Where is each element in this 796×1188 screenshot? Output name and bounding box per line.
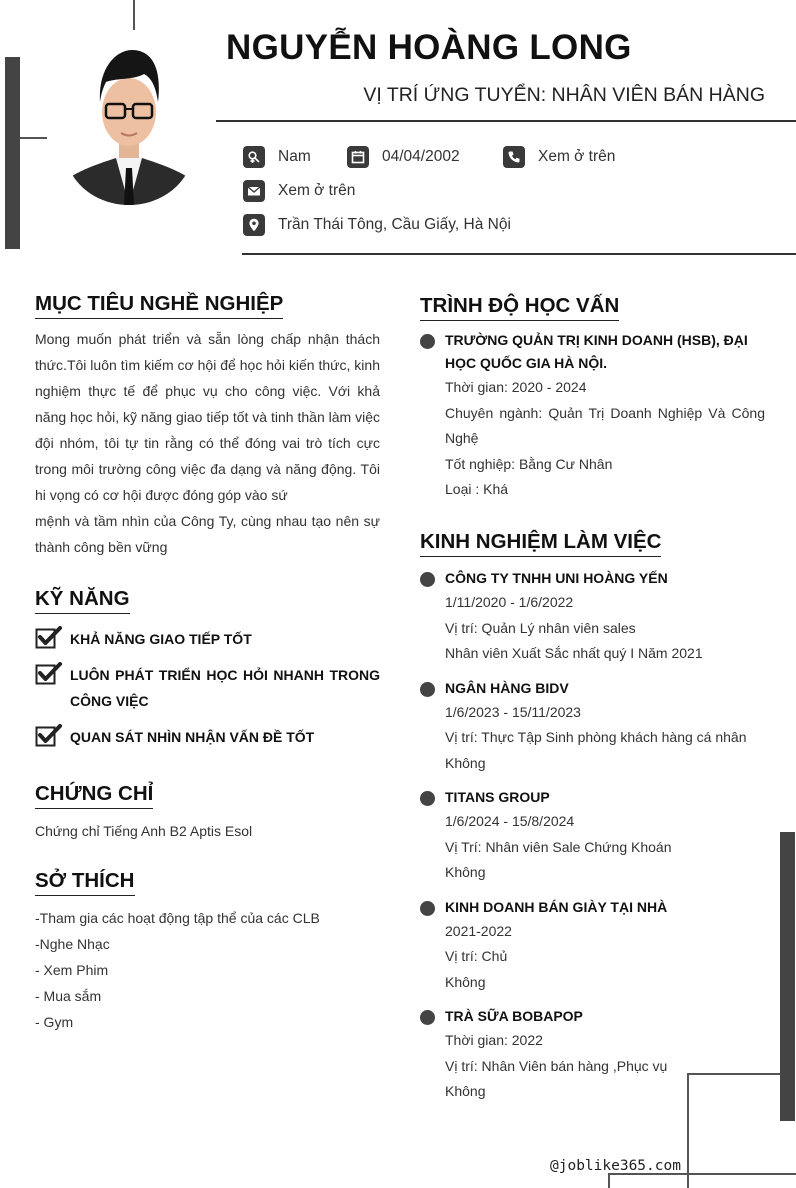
experience-role: Vị Trí: Nhân viên Sale Chứng Khoán <box>445 838 672 855</box>
checkbox-checked-icon <box>35 724 63 748</box>
location-pin-icon <box>243 214 265 236</box>
hobby-item: -Tham gia các hoạt động tập thể của các CLB <box>35 910 320 926</box>
company-name: NGÂN HÀNG BIDV <box>445 679 569 696</box>
experience-period: 1/6/2024 - 15/8/2024 <box>445 813 575 829</box>
objective-text: Mong muốn phát triển và sẵn lòng chấp nhận thách thức.Tôi luôn tìm kiếm cơ hội để học hỏi kiến thức, kinh nghiệm thực tế để phục vụ cho công việc. Với khả năng học hỏi, kỹ năng giao tiếp tốt và tinh thần làm việc đội nhóm, tôi tự tin rằng có thể đóng vai trò tích cực trong môi trường công việc đa dạng và năng động. Tôi hi vọng có cơ hội được đóng góp vào sứ <box>35 331 380 503</box>
objective-section <box>35 292 380 560</box>
bullet-dot <box>420 901 435 916</box>
school-name: TRƯỜNG QUẢN TRỊ KINH DOANH (HSB), ĐẠI HỌC QUỐC GIA HÀ NỘI. <box>445 332 748 371</box>
experience-entry <box>420 677 765 777</box>
email-value: Xem ở trên <box>278 182 356 199</box>
education-rank: Loại : Khá <box>445 481 509 497</box>
phone-icon <box>503 146 525 168</box>
skills-section <box>35 587 380 750</box>
experience-achievement: Không <box>445 754 486 771</box>
experience-role: Vị trí: Thực Tập Sinh phòng khách hàng cá nhân <box>445 729 747 745</box>
hobby-item: -Nghe Nhạc <box>35 936 110 952</box>
education-section <box>420 294 765 503</box>
calendar-icon <box>347 146 369 168</box>
skill-label: QUAN SÁT NHÌN NHẬN VẤN ĐỀ TỐT <box>70 729 315 745</box>
skill-label: KHẢ NĂNG GIAO TIẾP TỐT <box>70 631 252 647</box>
company-name: TITANS GROUP <box>445 789 550 805</box>
certificates-section <box>35 782 380 844</box>
contact-email <box>243 180 355 202</box>
certificates-title: CHỨNG CHỈ <box>35 782 153 809</box>
bullet-dot <box>420 572 435 587</box>
gender-value: Nam <box>278 148 311 165</box>
experience-title: KINH NGHIỆM LÀM VIỆC <box>420 530 661 557</box>
contact-address <box>243 214 511 236</box>
experience-entry <box>420 896 765 996</box>
hobbies-section <box>35 869 380 1035</box>
checkbox-checked-icon <box>35 626 63 650</box>
experience-achievement: Không <box>445 1083 486 1099</box>
experience-role: Vị trí: Chủ <box>445 948 508 964</box>
gender-icon <box>243 146 265 168</box>
contact-gender <box>243 146 311 168</box>
company-name: KINH DOANH BÁN GIÀY TẠI NHÀ <box>445 898 668 915</box>
company-name: TRÀ SỮA BOBAPOP <box>445 1008 583 1024</box>
applied-position: VỊ TRÍ ỨNG TUYỂN: NHÂN VIÊN BÁN HÀNG <box>363 84 765 106</box>
birthday-value: 04/04/2002 <box>382 148 460 165</box>
footer-watermark: @joblike365.com <box>550 1158 681 1174</box>
skill-item <box>35 626 380 652</box>
experience-achievement: Không <box>445 973 486 990</box>
skill-item <box>35 662 380 714</box>
profile-photo <box>64 30 194 205</box>
address-value: Trần Thái Tông, Cầu Giấy, Hà Nội <box>278 216 511 233</box>
bullet-dot <box>420 334 435 349</box>
certificate-item: Chứng chỉ Tiếng Anh B2 Aptis Esol <box>35 823 253 839</box>
skill-item <box>35 724 380 750</box>
education-degree: Tốt nghiệp: Bằng Cư Nhân <box>445 455 613 472</box>
education-entry <box>420 329 765 503</box>
experience-role: Vị trí: Nhân Viên bán hàng ,Phục vụ <box>445 1057 668 1074</box>
contact-phone <box>503 146 615 168</box>
experience-entry <box>420 567 765 667</box>
hobby-item: - Xem Phim <box>35 962 109 978</box>
candidate-name: NGUYỄN HOÀNG LONG <box>226 28 632 67</box>
experience-entry <box>420 1005 765 1105</box>
education-major: Chuyên ngành: Quản Trị Doanh Nghiệp Và Công Nghệ <box>445 404 765 446</box>
email-icon <box>243 180 265 202</box>
bullet-dot <box>420 791 435 806</box>
experience-achievement: Nhân viên Xuất Sắc nhất quý I Năm 2021 <box>445 645 703 661</box>
hobby-item: - Mua sắm <box>35 988 102 1004</box>
experience-period: Thời gian: 2022 <box>445 1032 543 1048</box>
experience-period: 2021-2022 <box>445 922 512 939</box>
skill-label: LUÔN PHÁT TRIỂN HỌC HỎI NHANH TRONG CÔNG VIỆC <box>70 667 380 709</box>
left-horizontal-tick <box>20 137 47 139</box>
experience-achievement: Không <box>445 864 486 880</box>
experience-role: Vị trí: Quản Lý nhân viên sales <box>445 619 636 636</box>
experience-entry <box>420 786 765 886</box>
experience-section <box>420 530 765 1105</box>
bullet-dot <box>420 1010 435 1025</box>
experience-period: 1/11/2020 - 1/6/2022 <box>445 594 574 610</box>
education-time: Thời gian: 2020 - 2024 <box>445 379 587 395</box>
left-accent-bar <box>5 57 20 249</box>
company-name: CÔNG TY TNHH UNI HOÀNG YẾN <box>445 570 668 586</box>
header-divider <box>216 120 796 122</box>
contact-divider <box>242 253 796 255</box>
right-accent-bar <box>780 832 795 1121</box>
hobby-item: - Gym <box>35 1014 74 1030</box>
phone-value: Xem ở trên <box>538 148 616 165</box>
hobbies-title: SỞ THÍCH <box>35 869 135 896</box>
objective-title: MỤC TIÊU NGHỀ NGHIỆP <box>35 292 283 319</box>
experience-period: 1/6/2023 - 15/11/2023 <box>445 703 581 720</box>
checkbox-checked-icon <box>35 662 63 686</box>
contact-birthday <box>347 146 460 168</box>
skills-title: KỸ NĂNG <box>35 587 130 614</box>
bottom-left-tick <box>608 1173 610 1188</box>
objective-text-continued: mệnh và tầm nhìn của Công Ty, cùng nhau tạo nên sự thành công bền vững <box>35 513 380 555</box>
education-title: TRÌNH ĐỘ HỌC VẤN <box>420 294 619 321</box>
bullet-dot <box>420 682 435 697</box>
